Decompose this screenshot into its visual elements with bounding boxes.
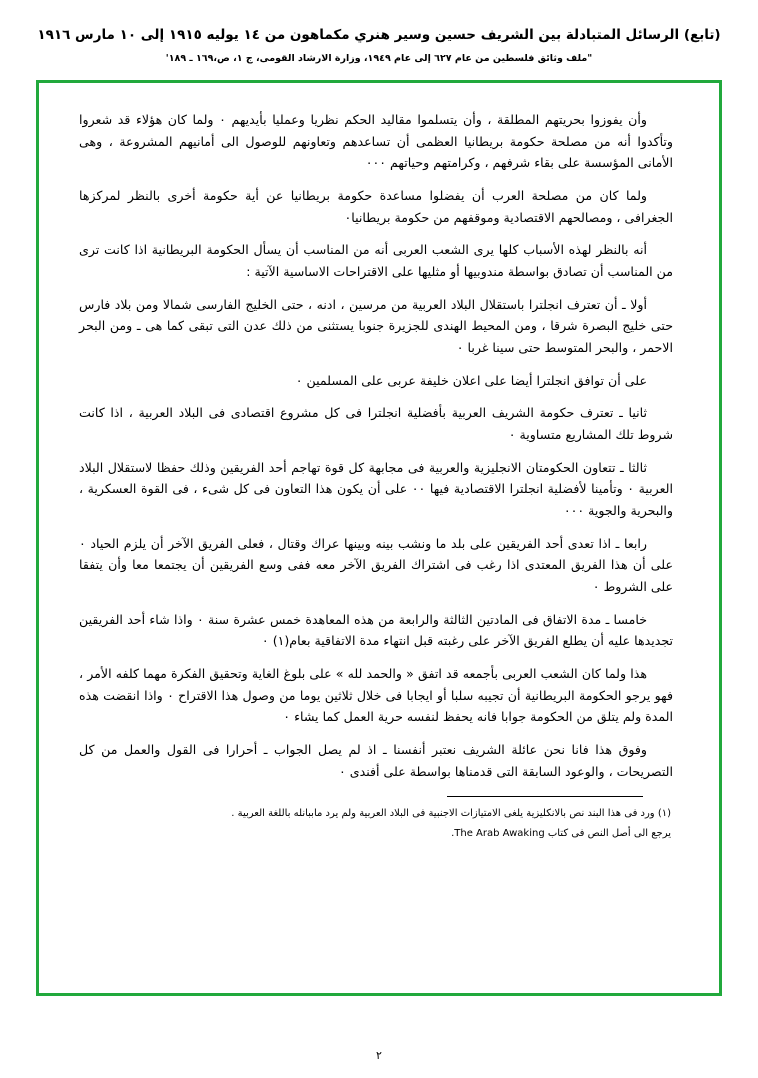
paragraph-item-fifth: خامسا ـ مدة الاتفاق فى المادتين الثالثة والرابعة من هذه المعاهدة خمس عشرة سنة ٠ واذا شاء أحد الفريقين تجديدها عليه أن يطلع الفريق الآخر على رغبته قبل انتهاء مدة الاتفاقية بعام(١) ٠ — [79, 611, 673, 649]
page-subtitle: "ملف وثائق فلسطين من عام ٦٢٧ إلى عام ١٩٤٩، وزارة الارشاد القومى، ج ١، ص،١٦٩ ـ ١٨٩' — [165, 52, 593, 64]
paragraph-item-first: أولا ـ أن تعترف انجلترا باستقلال البلاد العربية من مرسين ، ادنه ، حتى الخليج الفارسى شمالا ومن بلاد فارس حتى خليج البصرة شرقا ، ومن المحيط الهندى للجزيرة جنوبا يستثنى من ذلك عدن التى تبقى كما هى ـ ومن البحر الاحمر ، والبحر المتوسط حتى سينا غربا ٠ — [79, 296, 673, 356]
footnote-divider — [447, 796, 643, 797]
paragraph: أنه بالنظر لهذه الأسباب كلها يرى الشعب العربى أنه من المناسب أن يسأل الحكومة البريطانية اذا كانت ترى من المناسب أن تصادق بواسطة مندوبيها أو مثليها على الاقتراحات الاساسية الآتية : — [79, 242, 673, 280]
paragraph: وأن يفوزوا بحريتهم المطلقة ، وأن يتسلموا مقاليد الحكم نظريا وعمليا بأيديهم ٠ ولما كان هؤلاء قد شعروا وتأكدوا أنه من مصلحة حكومة بريطانيا العظمى أن تساعدهم وتعاونهم للوصول الى أمانيهم المشروعة ، وهى الأمانى المؤسسة على بقاء شرفهم ، وكرامتهم وحياتهم ٠٠٠ — [79, 112, 673, 171]
paragraph: هذا ولما كان الشعب العربى بأجمعه قد اتفق « والحمد لله » على بلوغ الغاية وتحقيق الفكرة مهما كلفه الأمر ، فهو يرجو الحكومة البريطانية أن تجيبه سلبا أو ايجابا فى خلال ثلاثين يوما من وصول هذا الاقتراح ٠ واذا انقضت هذه المدة ولم يتلق من الحكومة جوابا فانه يحفظ لنفسه حرية العمل كما يشاء ٠ — [79, 665, 674, 725]
document-header — [30, 26, 728, 66]
paragraph-item-second: ثانيا ـ تعترف حكومة الشريف العربية بأفضلية انجلترا فى كل مشروع اقتصادى فى البلاد العربية ، اذا كانت شروط تلك المشاريع متساوية ٠ — [79, 405, 673, 443]
footnote-2: يرجع الى أصل النص فى كتاب The Arab Awaking. — [451, 827, 671, 839]
paragraph: وفوق هذا فانا نحن عائلة الشريف نعتبر أنفسنا ـ اذ لم يصل الجواب ـ أحرارا فى القول والعمل من كل التصريحات ، والوعود السابقة التى قدمناها بواسطة على أفندى ٠ — [79, 741, 673, 779]
content-frame — [36, 80, 722, 996]
footnotes — [79, 805, 673, 842]
paragraph: على أن توافق انجلترا أيضا على اعلان خليفة عربى على المسلمين ٠ — [295, 372, 647, 388]
footnote-1: (١) ورد فى هذا البند نص بالانكليزية يلغى الامتيازات الاجنبية فى البلاد العربية ولم يرد ماببانله باللغة العربية . — [231, 808, 671, 820]
paragraph: ولما كان من مصلحة العرب أن يفضلوا مساعدة حكومة بريطانيا عن أية حكومة أخرى بالنظر لمركزها الجغرافى ، ومصالحهم الاقتصادية وموقفهم من حكومة بريطانيا٠ — [79, 188, 673, 225]
page-number: ٢ — [376, 1049, 382, 1062]
paragraph-item-third: ثالثا ـ تتعاون الحكومتان الانجليزية والعربية فى مجابهة كل قوة تهاجم أحد الفريقين وذلك حفظا لاستقلال البلاد العربية ٠ وتأمينا لأفضلية انجلترا الاقتصادية فيها ٠٠ على أن يكون هذا التعاون فى كل شىء ، فى القوة العسكرية ، والبحرية والجوية ٠٠٠ — [79, 459, 673, 518]
page-title: (تابع) الرسائل المتبادلة بين الشريف حسين وسير هنري مكماهون من ١٤ يوليه ١٩١٥ إلى ١٠ مارس ١٩١٦ — [37, 27, 721, 43]
paragraph-item-fourth: رابعا ـ اذا تعدى أحد الفريقين على بلد ما ونشب بينه وبينها عراك وقتال ، فعلى الفريق الآخر أن يلزم الحياد ٠ على أن هذا الفريق المعتدى اذا رغب فى اشتراك الفريق الآخر معه ففى وسع الفريقين أن يجتمعا معا وأن يتفقا على الشروط ٠ — [79, 535, 673, 594]
body-text — [39, 83, 719, 854]
